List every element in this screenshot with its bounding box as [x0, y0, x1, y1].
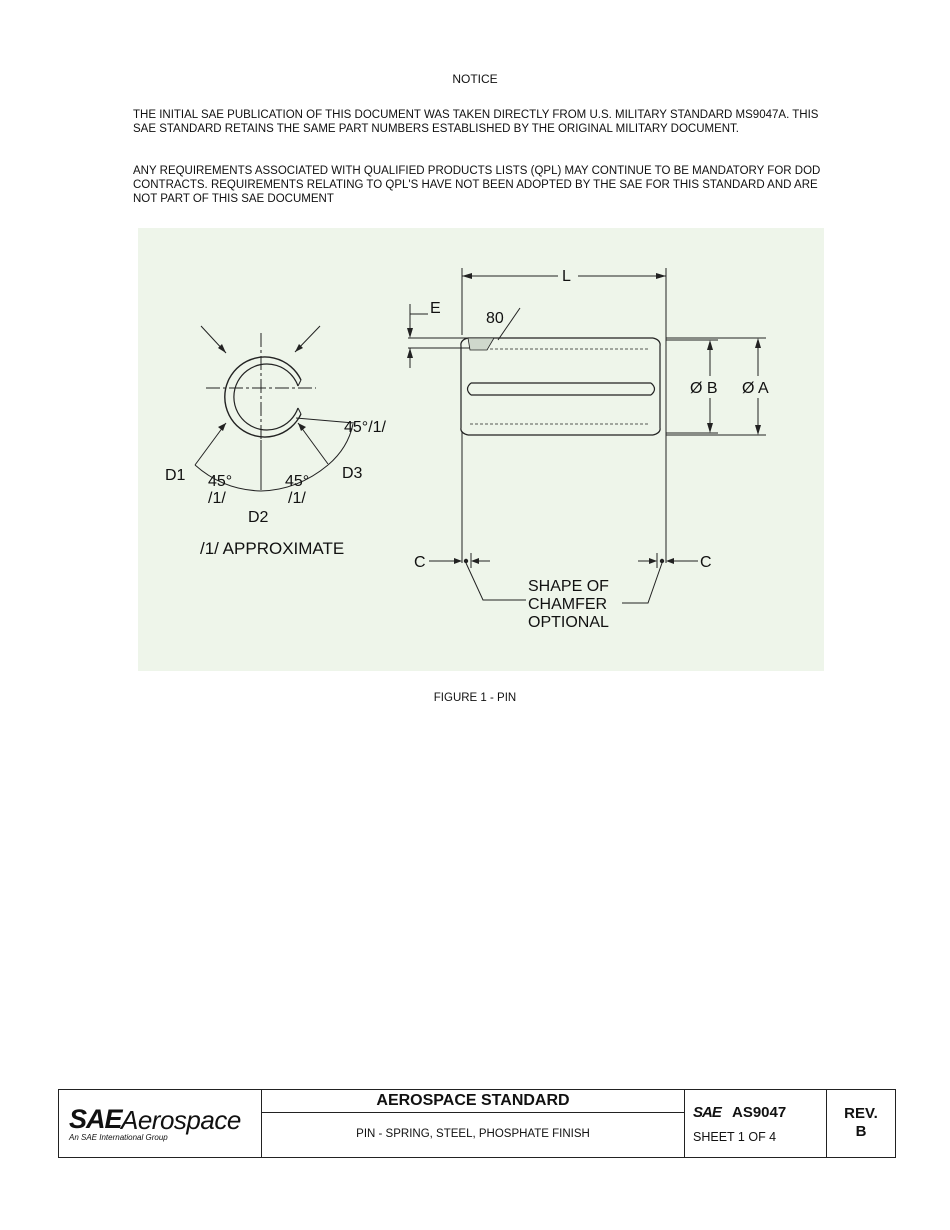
arrowhead-l-right	[656, 273, 666, 279]
label-chamfer-note-3: OPTIONAL	[528, 614, 609, 631]
title-block-rev-cell	[827, 1090, 895, 1157]
slot-right-end	[651, 383, 655, 395]
arrowhead-4	[298, 423, 306, 431]
notice-title: NOTICE	[452, 72, 498, 86]
label-angle-mid-note: /1/	[288, 490, 306, 507]
title-block-number-cell	[685, 1090, 827, 1157]
figure-caption: FIGURE 1 - PIN	[433, 692, 517, 704]
standard-number: AS9047	[732, 1104, 787, 1121]
dot-c-left	[464, 559, 468, 563]
rev-value: B	[855, 1123, 867, 1140]
label-c-left: C	[414, 554, 426, 571]
pin-drawing	[138, 228, 824, 671]
label-l: L	[562, 268, 571, 285]
arrowhead-b-top	[707, 340, 713, 350]
chamfer-hatch	[468, 338, 494, 350]
ring-inner	[234, 364, 298, 430]
label-approximate: /1/ APPROXIMATE	[200, 539, 345, 558]
label-angle-left-note: /1/	[208, 490, 226, 507]
arrowhead-e-top	[407, 328, 413, 338]
logo-sae-text: SAE	[69, 1104, 122, 1134]
label-chamfer-note-2: CHAMFER	[528, 596, 608, 613]
pin-drawing-svg	[138, 228, 824, 671]
ring-outer	[225, 357, 301, 437]
label-dia-a: Ø A	[742, 380, 769, 397]
arrowhead-b-bottom	[707, 423, 713, 433]
label-angle-left: 45°	[208, 473, 233, 490]
sheet-number: SHEET 1 OF 4	[693, 1130, 777, 1144]
arrowhead-e-bottom	[407, 348, 413, 358]
label-angle-mid: 45°	[285, 473, 310, 490]
arrowhead-c-right-2	[666, 558, 674, 564]
notice-paragraph-2: ANY REQUIREMENTS ASSOCIATED WITH QUALIFIED PRODUCTS LISTS (QPL) MAY CONTINUE TO BE MANDATORY FOR DOD CONTRACTS. REQUIREMENTS RELATING TO QPL'S HAVE NOT BEEN ADOPTED BY THE SAE FOR THIS STANDARD AND ARE NOT PART OF THIS SAE DOCUMENT	[133, 165, 821, 205]
leader-chamfer-left	[466, 563, 526, 600]
title-block-description-cell	[262, 1090, 685, 1157]
logo-aerospace-text: Aerospace	[121, 1105, 241, 1135]
leader-chamfer-right	[622, 563, 662, 603]
arrowhead-c-right-1	[649, 558, 657, 564]
arrowhead-c-left-2	[471, 558, 479, 564]
arrowhead-c-left-1	[454, 558, 462, 564]
label-angle-right: 45°/1/	[344, 419, 386, 436]
title-block	[58, 1089, 896, 1158]
label-d3: D3	[342, 465, 363, 482]
label-dia-b: Ø B	[690, 380, 718, 397]
pin-left-end	[461, 338, 468, 435]
arrowhead-3	[218, 423, 226, 431]
standard-title: AEROSPACE STANDARD	[262, 1090, 684, 1113]
arrowhead-l-left	[462, 273, 472, 279]
sae-aerospace-logo	[59, 1090, 262, 1157]
label-chamfer-angle: 80	[486, 310, 504, 327]
dot-c-right	[660, 559, 664, 563]
label-d1: D1	[165, 467, 186, 484]
arrowhead-a-bottom	[755, 425, 761, 435]
label-c-right: C	[700, 554, 712, 571]
label-d2: D2	[248, 509, 269, 526]
standard-description: PIN - SPRING, STEEL, PHOSPHATE FINISH	[356, 1128, 590, 1140]
label-chamfer-note-1: SHAPE OF	[528, 578, 609, 595]
rev-label: REV.	[844, 1105, 878, 1122]
notice-paragraph-1: THE INITIAL SAE PUBLICATION OF THIS DOCUMENT WAS TAKEN DIRECTLY FROM U.S. MILITARY STANDARD MS9047A. THIS SAE STANDARD RETAINS THE SAME PART NUMBERS ESTABLISHED BY THE ORIGINAL MILITARY DOCUMENT.	[133, 109, 819, 135]
ring-gap-bottom	[298, 408, 301, 414]
arrowhead-a-top	[755, 338, 761, 348]
ring-gap-top	[298, 380, 301, 386]
logo-subtitle: An SAE International Group	[69, 1133, 168, 1142]
slot-left-end	[468, 383, 472, 395]
sae-logo-small: SAE	[693, 1104, 721, 1121]
label-e: E	[430, 300, 441, 317]
